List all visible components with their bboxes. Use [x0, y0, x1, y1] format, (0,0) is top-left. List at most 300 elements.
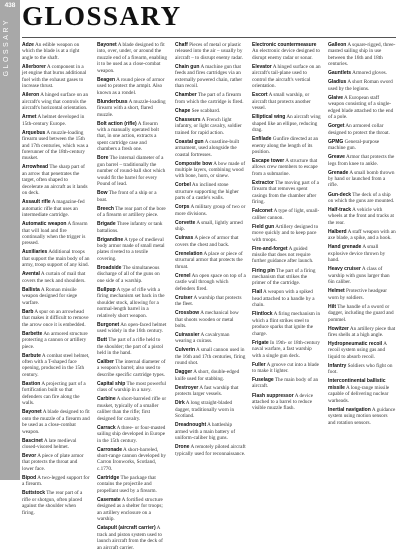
glossary-entry	[97, 396, 167, 422]
glossary-term: Bow	[97, 190, 108, 197]
glossary-definition: A small warship, or aircraft that protects another vessel.	[252, 92, 311, 112]
glossary-definition: A Roman missile weapon designed for siege warfare.	[22, 286, 78, 306]
glossary-term: Grenade	[328, 169, 349, 176]
glossary-term: GPMG	[328, 138, 344, 145]
glossary-definition: A spur on an arrowhead that makes it difficult to remove the arrow once it is embedded.	[22, 308, 89, 328]
glossary-definition: A device attached to a barrel to reduce visible muzzle flash.	[252, 392, 313, 412]
glossary-entry	[97, 381, 167, 394]
glossary-term: Fuselage	[252, 377, 274, 384]
glossary-entry	[175, 332, 246, 345]
glossary-definition: Armor that protects the legs from knee to ankle.	[328, 154, 395, 167]
glossary-definition: A class of warship with guns larger than 6in caliber.	[328, 266, 390, 286]
glossary-entry	[22, 409, 90, 435]
glossary-definition: Pieces of metal or plastic released into the air – usually by aircraft – to disrupt enemy radar.	[175, 42, 243, 61]
glossary-term: Elliptical wing	[252, 114, 286, 121]
glossary-entry	[175, 64, 246, 90]
glossary-entry	[175, 161, 246, 180]
glossary-term: Cartridge	[97, 474, 120, 481]
glossary-term: Bascinet	[22, 437, 43, 444]
glossary-entry	[97, 287, 167, 319]
glossary-term: Broadside	[97, 264, 122, 271]
glossary-term: Dreadnought	[175, 422, 207, 429]
glossary-term: Heavy cruiser	[328, 266, 361, 273]
glossary-term: Infantry	[328, 362, 347, 369]
glossary-definition: The front of a ship or a boat.	[97, 190, 157, 203]
glossary-term: Bayonet	[22, 409, 42, 416]
glossary-entry	[97, 155, 167, 187]
glossary-definition: A guidance system using motion sensors and rotation sensors.	[328, 406, 396, 426]
glossary-term: Corvette	[175, 219, 196, 226]
glossary-column-2	[97, 42, 167, 551]
glossary-entry	[252, 340, 322, 359]
glossary-definition: A small explosive device thrown by hand.	[328, 244, 386, 264]
glossary-term: Elevator	[252, 63, 272, 70]
glossary-definition: A two-legged support for a firearm.	[22, 474, 90, 488]
glossary-definition: A muzzle-loading firearm with a short, flared muzzle.	[97, 98, 166, 118]
glossary-definition: A staff weapon with an axe blade, a spike, and a hook.	[328, 228, 396, 242]
glossary-term: Buttstock	[22, 490, 46, 497]
side-section-label: GLOSSARY	[3, 18, 10, 77]
glossary-term: Galleon	[328, 42, 347, 48]
glossary-term: Glaive	[328, 94, 344, 101]
glossary-term: Carrack	[97, 424, 116, 431]
glossary-term: Frigate	[252, 339, 269, 346]
glossary-definition: A late medieval closed-visored helmet.	[22, 437, 77, 450]
glossary-entry	[328, 341, 396, 360]
glossary-term: Bastion	[22, 380, 41, 387]
glossary-definition: A place or piece of structural armor that protects the throat.	[175, 250, 243, 270]
glossary-definition: An open-faced helmet used widely in the 16th century.	[97, 321, 167, 335]
glossary-definition: A firearm that will load and fire continually when the trigger is pressed.	[22, 221, 88, 247]
glossary-definition: A bow made of multiple layers, combining wood with bone, horn, or sinew.	[175, 160, 246, 180]
glossary-definition: An open space on top of a castle wall through which defenders fired.	[175, 272, 246, 292]
glossary-term: Assault rifle	[22, 199, 51, 206]
glossary-term: Cruiser	[175, 294, 193, 301]
glossary-entry	[252, 114, 322, 133]
glossary-term: Coastal gun	[175, 138, 204, 145]
glossary-entry	[97, 77, 167, 96]
glossary-entry	[252, 180, 322, 206]
glossary-entry	[22, 438, 90, 451]
glossary-entry	[175, 182, 246, 201]
glossary-definition: The rear part of a rifle or shotgun, often placed against the shoulder when firing.	[22, 490, 83, 516]
glossary-entry	[328, 288, 396, 301]
glossary-term: Electronic countermeasure	[252, 42, 317, 48]
glossary-term: Inertial navigation	[328, 406, 371, 413]
glossary-definition: An edible weapon on which the blade is at a right angle to the shaft.	[22, 42, 80, 61]
glossary-entry	[175, 42, 246, 61]
glossary-entry	[97, 337, 167, 356]
glossary-definition: A square-rigged, three-masted sailing ship in use between the 16th and 18th centuries.	[328, 42, 396, 68]
glossary-entry	[22, 490, 90, 516]
glossary-term: Breech	[97, 205, 114, 212]
glossary-definition: In 19th- or 18th-century naval warfare, a fast warship with a single gun deck.	[252, 339, 320, 359]
glossary-term: Brigandine	[97, 236, 124, 243]
glossary-term: Half-track	[328, 206, 352, 213]
glossary-entry	[175, 220, 246, 233]
glossary-definition: A mechanical bow that shoots wooden or metal bolts.	[175, 310, 239, 329]
glossary-definition: A muzzle-loading firearm used between the 15th and 17th centuries, which was a forerunner of the 18th-century musket.	[22, 129, 89, 162]
glossary-term: Cuirass	[175, 235, 194, 242]
glossary-entry	[22, 381, 90, 407]
glossary-term: Cuirassier	[175, 331, 200, 338]
glossary-definition: Protective headgear worn by soldiers.	[328, 288, 388, 301]
glossary-entry	[22, 287, 90, 306]
glossary-definition: A blade designed to fit into, over, under, or around the muzzle end of a firearm, enabling it to be used as a close-combat weapon.	[97, 42, 167, 74]
glossary-term: Crossbow	[175, 310, 200, 317]
glossary-term: Allerborer	[22, 63, 46, 70]
glossary-term: Escort	[252, 92, 268, 99]
glossary-entry	[22, 271, 90, 284]
glossary-term: Bullpup	[97, 286, 116, 293]
glossary-entry	[97, 206, 167, 219]
glossary-term: Butt	[97, 337, 107, 344]
glossary-entry	[252, 362, 322, 375]
glossary-term: Chasseurs	[175, 116, 201, 123]
glossary-term: Bolt action (rifle)	[97, 120, 137, 127]
glossary-definition: A fortified structure designed as a shelter for troops; an artillery enclosure on a warship.	[97, 496, 163, 523]
glossary-entry	[97, 497, 167, 523]
glossary-definition: A warship that protects the fleet.	[175, 294, 242, 308]
glossary-term: Casemate	[97, 496, 121, 503]
glossary-definition: A fast warship that protects larger vessels.	[175, 384, 239, 398]
glossary-entry	[252, 92, 322, 111]
glossary-entry	[22, 331, 90, 350]
glossary-entry	[328, 42, 396, 68]
glossary-entry	[22, 309, 90, 328]
glossary-entry	[22, 64, 90, 90]
glossary-entry	[22, 249, 90, 268]
glossary-definition: The main body of an aircraft.	[252, 377, 319, 390]
glossary-term: Escape tower	[252, 157, 285, 164]
glossary-term: Aileron	[22, 92, 40, 99]
glossary-definition: The sharp part of an arrow that penetrates the target, often shaped to decelerate an aircraft as it lands on deck.	[22, 164, 88, 197]
glossary-entry	[252, 311, 322, 337]
glossary-entry	[252, 42, 322, 61]
glossary-definition: A groove cut into a blade to make it lighter.	[252, 361, 319, 374]
glossary-term: Bayonet	[97, 42, 117, 48]
glossary-term: Barbute	[22, 352, 41, 359]
glossary-definition: A short Roman sword used by the legions.	[328, 79, 393, 92]
glossary-term: Avental	[22, 271, 40, 278]
page-number: 438	[4, 2, 16, 9]
glossary-entry	[328, 79, 396, 92]
glossary-definition: The internal diameter of a gun barrel – traditionally the number of round-ball shot which would fit the barrel for every Pound of lead.	[97, 155, 166, 188]
glossary-term: Bore	[97, 155, 109, 162]
glossary-term: Helmet	[328, 288, 345, 295]
glossary-term: Flintlock	[252, 311, 273, 318]
glossary-definition: A blade designed to fit onto the muzzle of a firearm and be used as a close-combat weapon.	[22, 409, 90, 435]
glossary-definition: A type of rifle with a firing mechanism set back in the shoulder stock, allowing for a normal-length barrel in a relatively short weapon.	[97, 286, 165, 319]
glossary-definition: A remotely piloted aircraft typically used for reconnaissance.	[175, 444, 246, 457]
glossary-definition: A weapon with a spiked head attached to a handle by a chain.	[252, 289, 315, 309]
glossary-term: Armet	[22, 114, 37, 121]
glossary-term: Fire-and-forget	[252, 245, 288, 252]
glossary-definition: The part of a rifle held to the shoulder; the part of a pistol held in the hand.	[97, 337, 163, 356]
glossary-definition: An electronic device designed to disrupt enemy radar or sonar.	[252, 48, 320, 61]
glossary-entry	[22, 199, 90, 218]
glossary-entry	[328, 378, 396, 404]
glossary-definition: An aircraft wing shaped like an ellipse, reducing drag.	[252, 114, 321, 134]
glossary-definition: A short, double-edged knife used for stabbing.	[175, 369, 240, 382]
glossary-entry	[22, 130, 90, 162]
glossary-definition: A projecting part of a fortification built so that defenders can fire along the walls.	[22, 380, 86, 407]
glossary-entry	[328, 407, 396, 426]
glossary-entry	[175, 108, 246, 114]
glossary-entry	[22, 92, 90, 111]
glossary-definition: A hinged surface on an aircraft's tail-plane used to control the aircraft's vertical orientation.	[252, 63, 321, 90]
glossary-entry	[328, 123, 396, 136]
glossary-definition: A type of medieval body armor made of small metal plates riveted to a textile covering.	[97, 236, 165, 262]
glossary-term: Hand grenade	[328, 244, 362, 251]
glossary-entry	[97, 475, 167, 494]
glossary-definition: A piece of plate armor that protects the throat and lower face.	[22, 453, 84, 472]
glossary-definition: A type of light, small-caliber cannon.	[252, 208, 320, 221]
glossary-entry	[97, 525, 167, 551]
glossary-entry	[97, 447, 167, 473]
glossary-entry	[252, 208, 322, 221]
glossary-definition: A curtain of mail that covers the neck and shoulders.	[22, 271, 86, 284]
glossary-term: Howitzer	[328, 325, 349, 332]
glossary-term: Chaff	[175, 42, 188, 48]
glossary-entry	[252, 246, 322, 265]
glossary-entry	[328, 266, 396, 285]
glossary-definition: A round piece of armor used to protect the armpit. Also known as a rondel.	[97, 76, 165, 96]
glossary-definition: A coastline-built armament, used alongside the coastal fortresses.	[175, 138, 240, 158]
glossary-entry	[22, 164, 90, 196]
glossary-entry	[328, 70, 396, 76]
glossary-term: Burgonet	[97, 321, 120, 328]
glossary-entry	[175, 444, 246, 457]
glossary-entry	[252, 158, 322, 177]
glossary-term: Destroyer	[175, 384, 199, 391]
glossary-definition: An inclined stone structure supporting the higher parts of a castle's walls.	[175, 182, 239, 202]
glossary-entry	[97, 322, 167, 335]
glossary-term: Beagen	[97, 76, 116, 83]
glossary-definition: A battleship armed with a main battery of uniform-caliber big guns.	[175, 422, 236, 442]
glossary-term: Capital ship	[97, 380, 126, 387]
glossary-entry	[328, 170, 396, 189]
glossary-entry	[252, 377, 322, 390]
glossary-definition: A firearm with a manually operated bolt that, in one action, extracts a spent cartridge case and chambers a fresh one.	[97, 120, 159, 153]
glossary-term: Intercontinental ballistic missile	[328, 378, 386, 391]
glossary-column-4	[252, 42, 322, 478]
glossary-definition: A track and piston system used to launch aircraft from the deck of an aircraft carrier.	[97, 525, 163, 551]
glossary-definition: The internal diameter of a weapon's barrel; also used to describe specific cartridge types.	[97, 358, 166, 378]
glossary-term: Caliber	[97, 358, 114, 365]
glossary-term: Auxiliaries	[22, 249, 48, 256]
glossary-definition: A cavalryman wearing a cuirass.	[175, 331, 230, 345]
glossary-definition: A long straight-bladed dagger, traditionally worn in Scotland.	[175, 400, 235, 420]
glossary-definition: A component in a jet engine that burns additional fuel with the exhaust gases to increase thrust.	[22, 63, 87, 90]
glossary-definition: A small bomb thrown by hand or launched from a rifle.	[328, 169, 395, 189]
glossary-definition: A firing mechanism in which a flint strikes steel to produce sparks that ignite the charge.	[252, 311, 321, 337]
glossary-term: Firing pin	[252, 267, 275, 274]
glossary-entry	[328, 95, 396, 121]
glossary-term: Chamber	[175, 92, 197, 99]
glossary-term: Chain gun	[175, 63, 200, 70]
glossary-term: Crenel	[175, 272, 191, 279]
glossary-definition: A helmet developed in 15th-century Europe.	[22, 114, 85, 127]
glossary-term: Corps	[175, 204, 190, 211]
glossary-column-3	[175, 42, 246, 478]
glossary-entry	[175, 117, 246, 136]
glossary-term: Adze	[22, 42, 34, 48]
glossary-entry	[22, 221, 90, 247]
glossary-definition: The most powerful class of warship in a navy.	[97, 380, 167, 394]
title-divider	[22, 37, 396, 38]
glossary-term: Carbine	[97, 396, 116, 403]
glossary-entry	[22, 453, 90, 472]
glossary-definition: Armored gloves.	[352, 70, 387, 77]
glossary-term: Greave	[328, 154, 345, 161]
glossary-term: Enfilade	[252, 136, 272, 143]
glossary-entry	[175, 369, 246, 382]
glossary-term: Culverin	[175, 347, 196, 354]
glossary-term: Blunderbuss	[97, 98, 128, 105]
glossary-term: Dirk	[175, 400, 185, 407]
glossary-term: Crenelation	[175, 250, 203, 257]
glossary-definition: A vehicle with wheels at the front and tracks at the rear.	[328, 206, 394, 226]
glossary-term: Flash suppressor	[252, 392, 294, 399]
glossary-entry	[97, 121, 167, 153]
glossary-definition: A military group of two or more divisions.	[175, 204, 246, 217]
glossary-definition: The rear part of the bore of a firearm or artillery piece.	[97, 205, 166, 219]
glossary-definition: Additional troops that support the main body of an army, troop support of any kind.	[22, 249, 90, 269]
glossary-term: Fuller	[252, 361, 266, 368]
glossary-column-1	[22, 42, 90, 516]
glossary-definition: A hinged surface on an aircraft's wing that controls the aircraft's horizontal orientation.	[22, 92, 89, 112]
glossary-definition: An armored structure protecting a cannon or artillery piece.	[22, 330, 88, 350]
glossary-column-5	[328, 42, 396, 478]
page-title: GLOSSARY	[22, 1, 182, 31]
glossary-entry	[22, 42, 90, 61]
glossary-entry	[328, 304, 396, 323]
glossary-entry	[328, 363, 396, 376]
glossary-entry	[252, 136, 322, 155]
glossary-definition: The part of a firing mechanism that strikes the primer of the cartridge.	[252, 267, 316, 287]
glossary-definition: A long-range missile capable of delivering nuclear warheads.	[328, 384, 390, 404]
glossary-entry	[97, 190, 167, 203]
glossary-term: Catapult (aircraft carrier)	[97, 525, 156, 532]
glossary-term: Bevor	[22, 453, 37, 460]
glossary-definition: A small cannon used in the 16th and 17th centuries, firing round shot.	[175, 347, 246, 367]
glossary-entry	[175, 400, 246, 419]
glossary-term: Hilt	[328, 303, 337, 310]
glossary-definition: A magazine-fed automatic rifle that uses an intermediate cartridge.	[22, 199, 85, 219]
glossary-entry	[175, 139, 246, 158]
glossary-definition: A European staff weapon consisting of a single-edged blade attached to the end of a pole.	[328, 94, 394, 121]
glossary-term: Gladius	[328, 79, 347, 86]
glossary-term: Field gun	[252, 223, 275, 230]
glossary-definition: Soldiers who fight on foot.	[328, 362, 393, 376]
glossary-definition: The package that contains the projectile and propellant used by a firearm.	[97, 474, 157, 494]
glossary-term: Hydropneumatic recoil	[328, 341, 383, 347]
glossary-entry	[252, 64, 322, 90]
glossary-definition: General-purpose machine gun.	[328, 138, 380, 152]
glossary-entry	[175, 347, 246, 366]
glossary-entry	[328, 244, 396, 263]
glossary-entry	[175, 385, 246, 398]
glossary-entry	[328, 192, 396, 205]
side-tab	[0, 0, 20, 480]
glossary-term: Barb	[22, 308, 34, 315]
glossary-term: Brigade	[97, 221, 116, 228]
glossary-definition: Artillery designed to move quickly and to keep pace with troops.	[252, 223, 319, 243]
glossary-definition: A small, lightly armed ship.	[175, 219, 243, 233]
glossary-entry	[175, 204, 246, 217]
glossary-entry	[328, 154, 396, 167]
glossary-term: Halberd	[328, 228, 347, 235]
glossary-term: Barbette	[22, 330, 43, 337]
glossary-entry	[97, 99, 167, 118]
glossary-entry	[97, 425, 167, 444]
glossary-entry	[328, 229, 396, 242]
glossary-term: Arrowhead	[22, 164, 49, 171]
glossary-definition: The handle of a sword or dagger, including the guard and pommel.	[328, 303, 394, 323]
glossary-term: Corbel	[175, 182, 191, 189]
glossary-definition: An artillery piece that fires shells at a high angle.	[328, 325, 396, 338]
glossary-entry	[175, 235, 246, 248]
glossary-entry	[252, 224, 322, 243]
glossary-term: Drone	[175, 444, 190, 451]
glossary-entry	[97, 359, 167, 378]
glossary-entry	[175, 310, 246, 329]
glossary-definition: A machine gun that feeds and fires cartridges via an externally powered chain, rather than recoil.	[175, 63, 243, 90]
glossary-definition: An armored collar designed to protect the throat.	[328, 123, 390, 136]
glossary-entry	[252, 268, 322, 287]
glossary-entry	[328, 326, 396, 339]
glossary-term: Carronade	[97, 446, 123, 453]
glossary-entry	[97, 221, 167, 234]
glossary-definition: A short-barreled rifle or musket, typically of a smaller caliber than the rifle; first designed for cavalry.	[97, 396, 167, 422]
glossary-definition: A French light infantry, or light cavalry, soldier trained for rapid action.	[175, 116, 242, 136]
glossary-definition: See scabbard.	[191, 107, 221, 114]
glossary-definition: The part of a firearm from which the cartridge is fired.	[175, 92, 244, 105]
glossary-definition: Three infantry or tank battalions.	[97, 221, 163, 234]
glossary-term: Gorget	[328, 123, 345, 130]
glossary-definition: The deck of a ship on which the guns are mounted.	[328, 191, 395, 204]
glossary-definition: Gunfire directed at an enemy along the length of its position.	[252, 136, 319, 155]
glossary-entry	[22, 353, 90, 379]
glossary-entry	[22, 114, 90, 127]
glossary-definition: A recoil system using gas and liquid to absorb recoil.	[328, 341, 387, 360]
glossary-term: Dagger	[175, 369, 193, 376]
glossary-definition: A piece of armor that covers the chest and back.	[175, 235, 239, 248]
glossary-term: Falconet	[252, 208, 273, 215]
glossary-entry	[252, 289, 322, 308]
glossary-entry	[175, 295, 246, 308]
glossary-term: Bipod	[22, 474, 37, 481]
glossary-entry	[22, 475, 90, 488]
glossary-term: Gauntlets	[328, 70, 352, 77]
glossary-entry	[328, 139, 396, 152]
glossary-entry	[97, 265, 167, 284]
glossary-entry	[252, 393, 322, 412]
glossary-term: Arquebus	[22, 129, 46, 136]
glossary-definition: The simultaneous discharge of all of the guns on one side of a warship.	[97, 264, 160, 284]
glossary-entry	[175, 273, 246, 292]
glossary-definition: A combat steel helmet, often with a T-shaped face opening, produced in the 15th century.	[22, 352, 90, 378]
glossary-entry	[328, 207, 396, 226]
glossary-definition: A short-barreled, short-range cannon developed by Carron Ironworks, Scotland, c.1770.	[97, 446, 166, 472]
glossary-term: Chape	[175, 107, 191, 114]
glossary-term: Ballista	[22, 286, 40, 293]
glossary-entry	[97, 237, 167, 263]
glossary-term: Composite bow	[175, 160, 213, 167]
glossary-term: Automatic weapon	[22, 221, 67, 228]
glossary-term: Flail	[252, 289, 263, 296]
